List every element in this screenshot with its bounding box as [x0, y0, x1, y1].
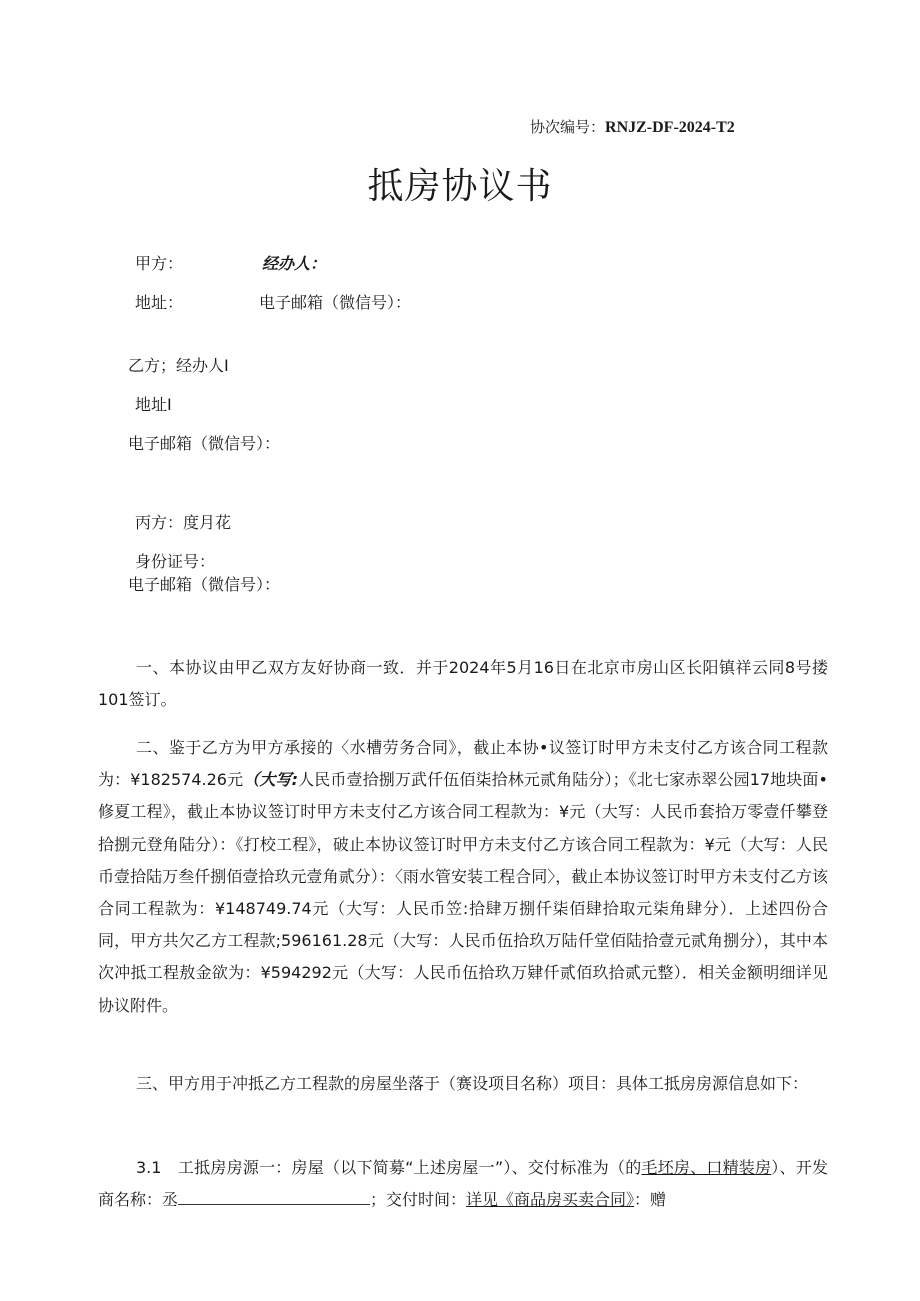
delivery-time-reference: 详见《商品房买卖合同》: [466, 1190, 635, 1210]
clause-2: [98, 732, 828, 1022]
party-a-address-label: 地址：: [135, 293, 184, 312]
party-b-agent-label: 乙方；经办人I: [128, 356, 229, 375]
clause-3: 三、甲方用于冲抵乙方工程款的房屋坐落于（赛设项目名称）项目：具体工抵房房源信息如下：: [136, 1074, 809, 1093]
clause-2-capital-label: （大写:: [243, 770, 298, 790]
clause-2-part-a: 二、鉴于乙方为甲方承接的〈水槽劳务合同》，截止本协•议签订时甲方未支付乙方该合同工程款为：¥182574.26元: [98, 738, 828, 790]
developer-name-blank: [178, 1186, 370, 1205]
party-c-id-label: 身份证号：: [135, 552, 216, 571]
party-a-email-label: 电子邮箱（微信号）：: [259, 293, 412, 312]
document-title: 抵房协议书: [367, 166, 553, 207]
clause-3-1-part-c: ）、开发商名称：丞: [98, 1158, 828, 1210]
clause-3-1-part-a: 3.1 工抵房房源一：房屋（以下简募“上述房屋一”）、交付标准为（的: [136, 1158, 642, 1177]
delivery-standard-options: 毛坯房、口精装房: [641, 1158, 772, 1177]
clause-1: 一、本协议由甲乙双方友好协商一致．并于2024年5月16日在北京市房山区长阳镇祥云同8号搂101签订。: [98, 658, 828, 710]
party-b-address-label: 地址I: [135, 395, 172, 414]
agreement-number-value: RNJZ-DF-2024-T2: [605, 119, 735, 136]
agreement-number-label: 协次编号：: [530, 118, 606, 136]
clause-2-part-c: 人民币壹拾捌万武仟伍佰柒拾林元贰角陆分）；《北七家赤翠公园17地块面•修夏工程》，截止本协议签订时甲方未支付乙方该合同工程款为：¥元（大写：人民币套拾万零壹仟攀登拾捌元登角陆分）：《打校工程》，破止本协议签订时甲方未支付乙方该合同工程款为：¥元（大写：人民币壹拾陆万叁仟捌佰壹拾玖元壹角贰分）：〈雨水管安装工程合同〉，截止本协议签订时甲方未支付乙方该合同工程款为：¥148749.74元（大写：人民币笠:拾肆万捌仟柒佰肆拾取元柒角肆分）．上述四份合同，甲方共欠乙方工程款;596161.28元（大写：人民币伍拾玖万陆仟堂佰陆拾壹元贰角捌分），其中本次冲抵工程敖金欲为：¥594292元（大写：人民币伍拾玖万肄仟贰佰玖拾贰元整）．相关金额明细详见协议附件。: [98, 770, 828, 1015]
party-a-label: 甲方：: [135, 254, 184, 273]
clause-3-1-part-d: ；交付时间：: [370, 1190, 467, 1210]
clause-3-1: [98, 1152, 828, 1216]
agreement-number: [530, 116, 735, 137]
clause-3-1-part-f: ：赠: [634, 1190, 667, 1210]
party-c-email-label: 电子邮箱（微信号）：: [128, 575, 281, 594]
party-c-label: 丙方：度月花: [135, 513, 232, 532]
party-b-email-label: 电子邮箱（微信号）：: [128, 434, 281, 453]
party-a-agent-label: 经办人：: [262, 254, 327, 273]
